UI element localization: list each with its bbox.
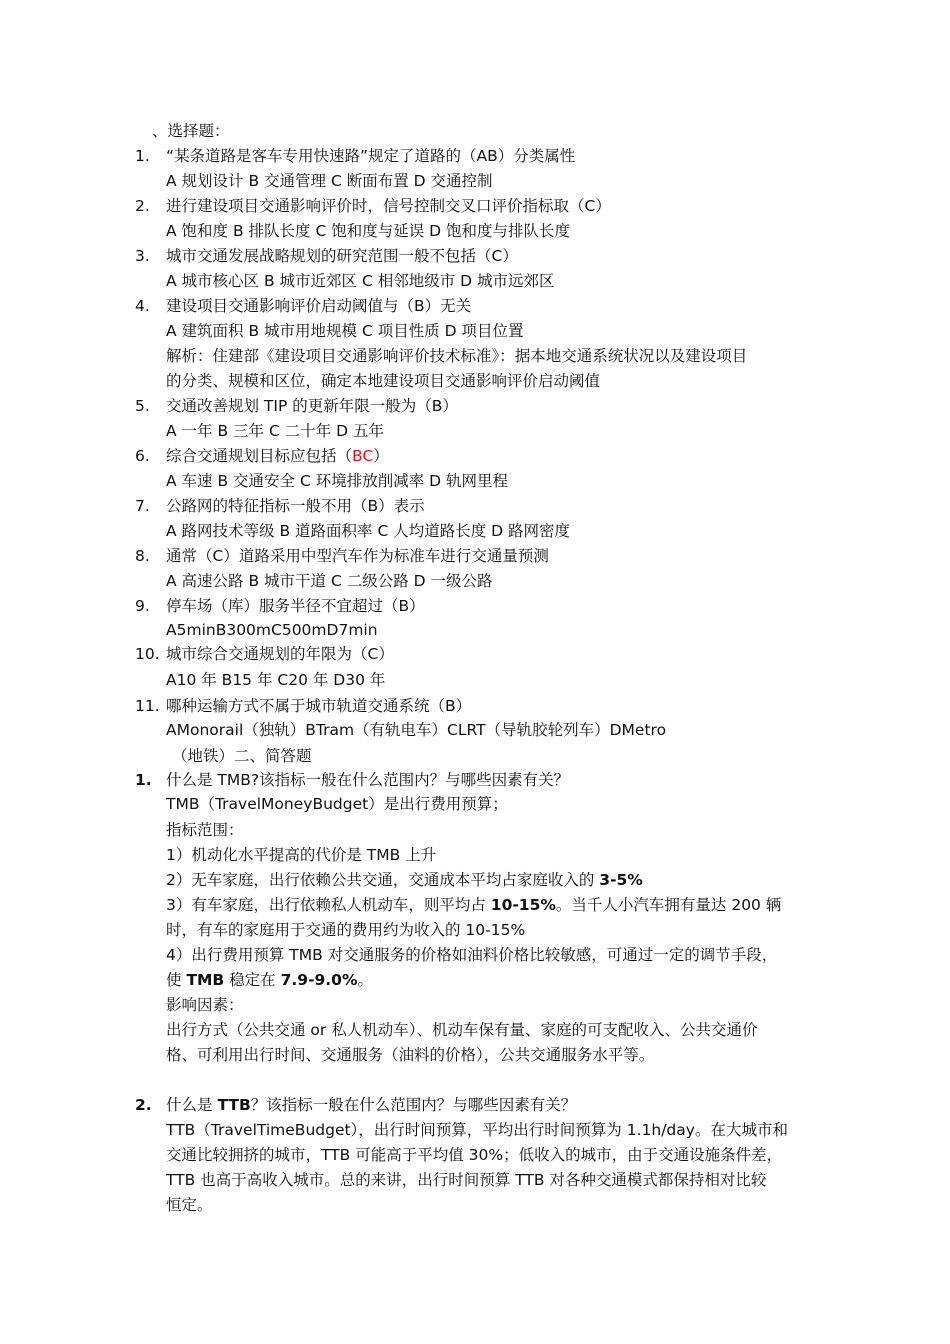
answer-text: 恒定。 <box>166 1196 213 1214</box>
question-text: 公路网的特征指标一般不用（B）表示 <box>166 497 425 515</box>
question-text-pre: 综合交通规划目标应包括（ <box>166 447 353 465</box>
question-options: A5minB300mC500mD7min <box>166 621 378 639</box>
answer-text: 4）出行费用预算 TMB 对交通服务的价格如油料价格比较敏感，可通过一定的调节手段， <box>166 946 778 964</box>
question-options: A 城市核心区 B 城市近郊区 C 相邻地级市 D 城市远郊区 <box>166 272 555 290</box>
question-text-post: ） <box>373 447 389 465</box>
answer-text: 时，有车的家庭用于交通的费用约为收入的 10-15% <box>166 921 526 939</box>
answer-text: 1）机动化水平提高的代价是 TMB 上升 <box>166 846 437 864</box>
answer-bold: 7.9-9.0% <box>280 971 358 989</box>
question-number: 5. <box>135 397 150 415</box>
question-options: A 高速公路 B 城市干道 C 二级公路 D 一级公路 <box>166 572 493 590</box>
answer-text: TMB（TravelMoneyBudget）是出行费用预算； <box>166 795 508 813</box>
question-text: “某条道路是客车专用快速路”规定了道路的（AB）分类属性 <box>166 147 576 165</box>
answer-text-mid: 稳定在 <box>224 971 281 989</box>
question-options: A 车速 B 交通安全 C 环境排放削减率 D 轨网里程 <box>166 472 508 490</box>
question-options: A 饱和度 B 排队长度 C 饱和度与延误 D 饱和度与排队长度 <box>166 222 570 240</box>
answer-text-post: 。当千人小汽车拥有量达 200 辆 <box>555 896 782 914</box>
question-options: A 建筑面积 B 城市用地规模 C 项目性质 D 项目位置 <box>166 322 524 340</box>
analysis-text: 的分类、规模和区位，确定本地建设项目交通影响评价启动阈值 <box>166 372 601 390</box>
question-number: 7. <box>135 497 150 515</box>
range-label: 指标范围： <box>166 821 244 839</box>
answer-text <box>166 893 781 918</box>
answer-text: 格、可利用出行时间、交通服务（油料的价格），公共交通服务水平等。 <box>166 1046 655 1064</box>
answer-text: TTB 也高于高收入城市。总的来讲，出行时间预算 TTB 对各种交通模式都保持相对比较 <box>166 1171 767 1189</box>
question-number: 1. <box>135 771 152 789</box>
factors-label: 影响因素： <box>166 996 244 1014</box>
question-text-pre: 什么是 <box>166 1096 218 1114</box>
answer-text <box>166 868 643 893</box>
question-text: 城市综合交通规划的年限为（C） <box>166 645 394 663</box>
question-options: A 规划设计 B 交通管理 C 断面布置 D 交通控制 <box>166 172 493 190</box>
question-text: 停车场（库）服务半径不宜超过（B） <box>166 597 425 615</box>
question-text: 城市交通发展战略规划的研究范围一般不包括（C） <box>166 247 518 265</box>
question-text: 进行建设项目交通影响评价时，信号控制交叉口评价指标取（C） <box>166 197 611 215</box>
question-number: 1. <box>135 147 150 165</box>
question-text <box>166 1093 576 1118</box>
answer-bold: 3-5% <box>599 871 643 889</box>
question-text <box>166 444 389 469</box>
question-number: 2. <box>135 1096 152 1114</box>
answer-text-pre: 使 <box>166 971 187 989</box>
section-title: 、选择题： <box>152 122 230 140</box>
answer-text <box>166 968 373 993</box>
answer-text: TTB（TravelTimeBudget），出行时间预算，平均出行时间预算为 1.1h/day。在大城市和 <box>166 1121 788 1139</box>
question-number: 3. <box>135 247 150 265</box>
section-title: （地铁）二、简答题 <box>172 747 312 765</box>
question-number: 10. <box>135 645 160 663</box>
question-text: 交通改善规划 TIP 的更新年限一般为（B） <box>166 397 458 415</box>
question-number: 8. <box>135 547 150 565</box>
question-text: 哪种运输方式不属于城市轨道交通系统（B） <box>166 697 472 715</box>
answer-bold: 10-15% <box>490 896 556 914</box>
question-number: 6. <box>135 447 150 465</box>
answer-text-pre: 3）有车家庭，出行依赖私人机动车，则平均占 <box>166 896 491 914</box>
question-options: A 路网技术等级 B 道路面积率 C 人均道路长度 D 路网密度 <box>166 522 570 540</box>
answer-bold: TMB <box>186 971 225 989</box>
answer-highlight: BC <box>352 447 374 465</box>
question-number: 2. <box>135 197 150 215</box>
question-options: AMonorail（独轨）BTram（有轨电车）CLRT（导轨胶轮列车）DMetro <box>166 721 667 739</box>
question-bold: TTB <box>217 1096 251 1114</box>
question-text: 通常（C）道路采用中型汽车作为标准车进行交通量预测 <box>166 547 549 565</box>
answer-text: 出行方式（公共交通 or 私人机动车）、机动车保有量、家庭的可支配收入、公共交通价 <box>166 1021 758 1039</box>
answer-text: 交通比较拥挤的城市，TTB 可能高于平均值 30%；低收入的城市，由于交通设施条件差， <box>166 1146 783 1164</box>
question-number: 11. <box>135 697 160 715</box>
analysis-text: 解析：住建部《建设项目交通影响评价技术标准》：据本地交通系统状况以及建设项目 <box>166 347 748 365</box>
question-options: A 一年 B 三年 C 二十年 D 五年 <box>166 422 384 440</box>
question-text: 什么是 TMB?该指标一般在什么范围内？与哪些因素有关？ <box>166 771 570 789</box>
question-options: A10 年 B15 年 C20 年 D30 年 <box>166 671 386 689</box>
answer-text-pre: 2）无车家庭，出行依赖公共交通，交通成本平均占家庭收入的 <box>166 871 600 889</box>
question-number: 9. <box>135 597 150 615</box>
question-text-post: ？该指标一般在什么范围内？与哪些因素有关？ <box>250 1096 577 1114</box>
question-number: 4. <box>135 297 150 315</box>
answer-text-post: 。 <box>357 971 374 989</box>
question-text: 建设项目交通影响评价启动阈值与（B）无关 <box>166 297 472 315</box>
